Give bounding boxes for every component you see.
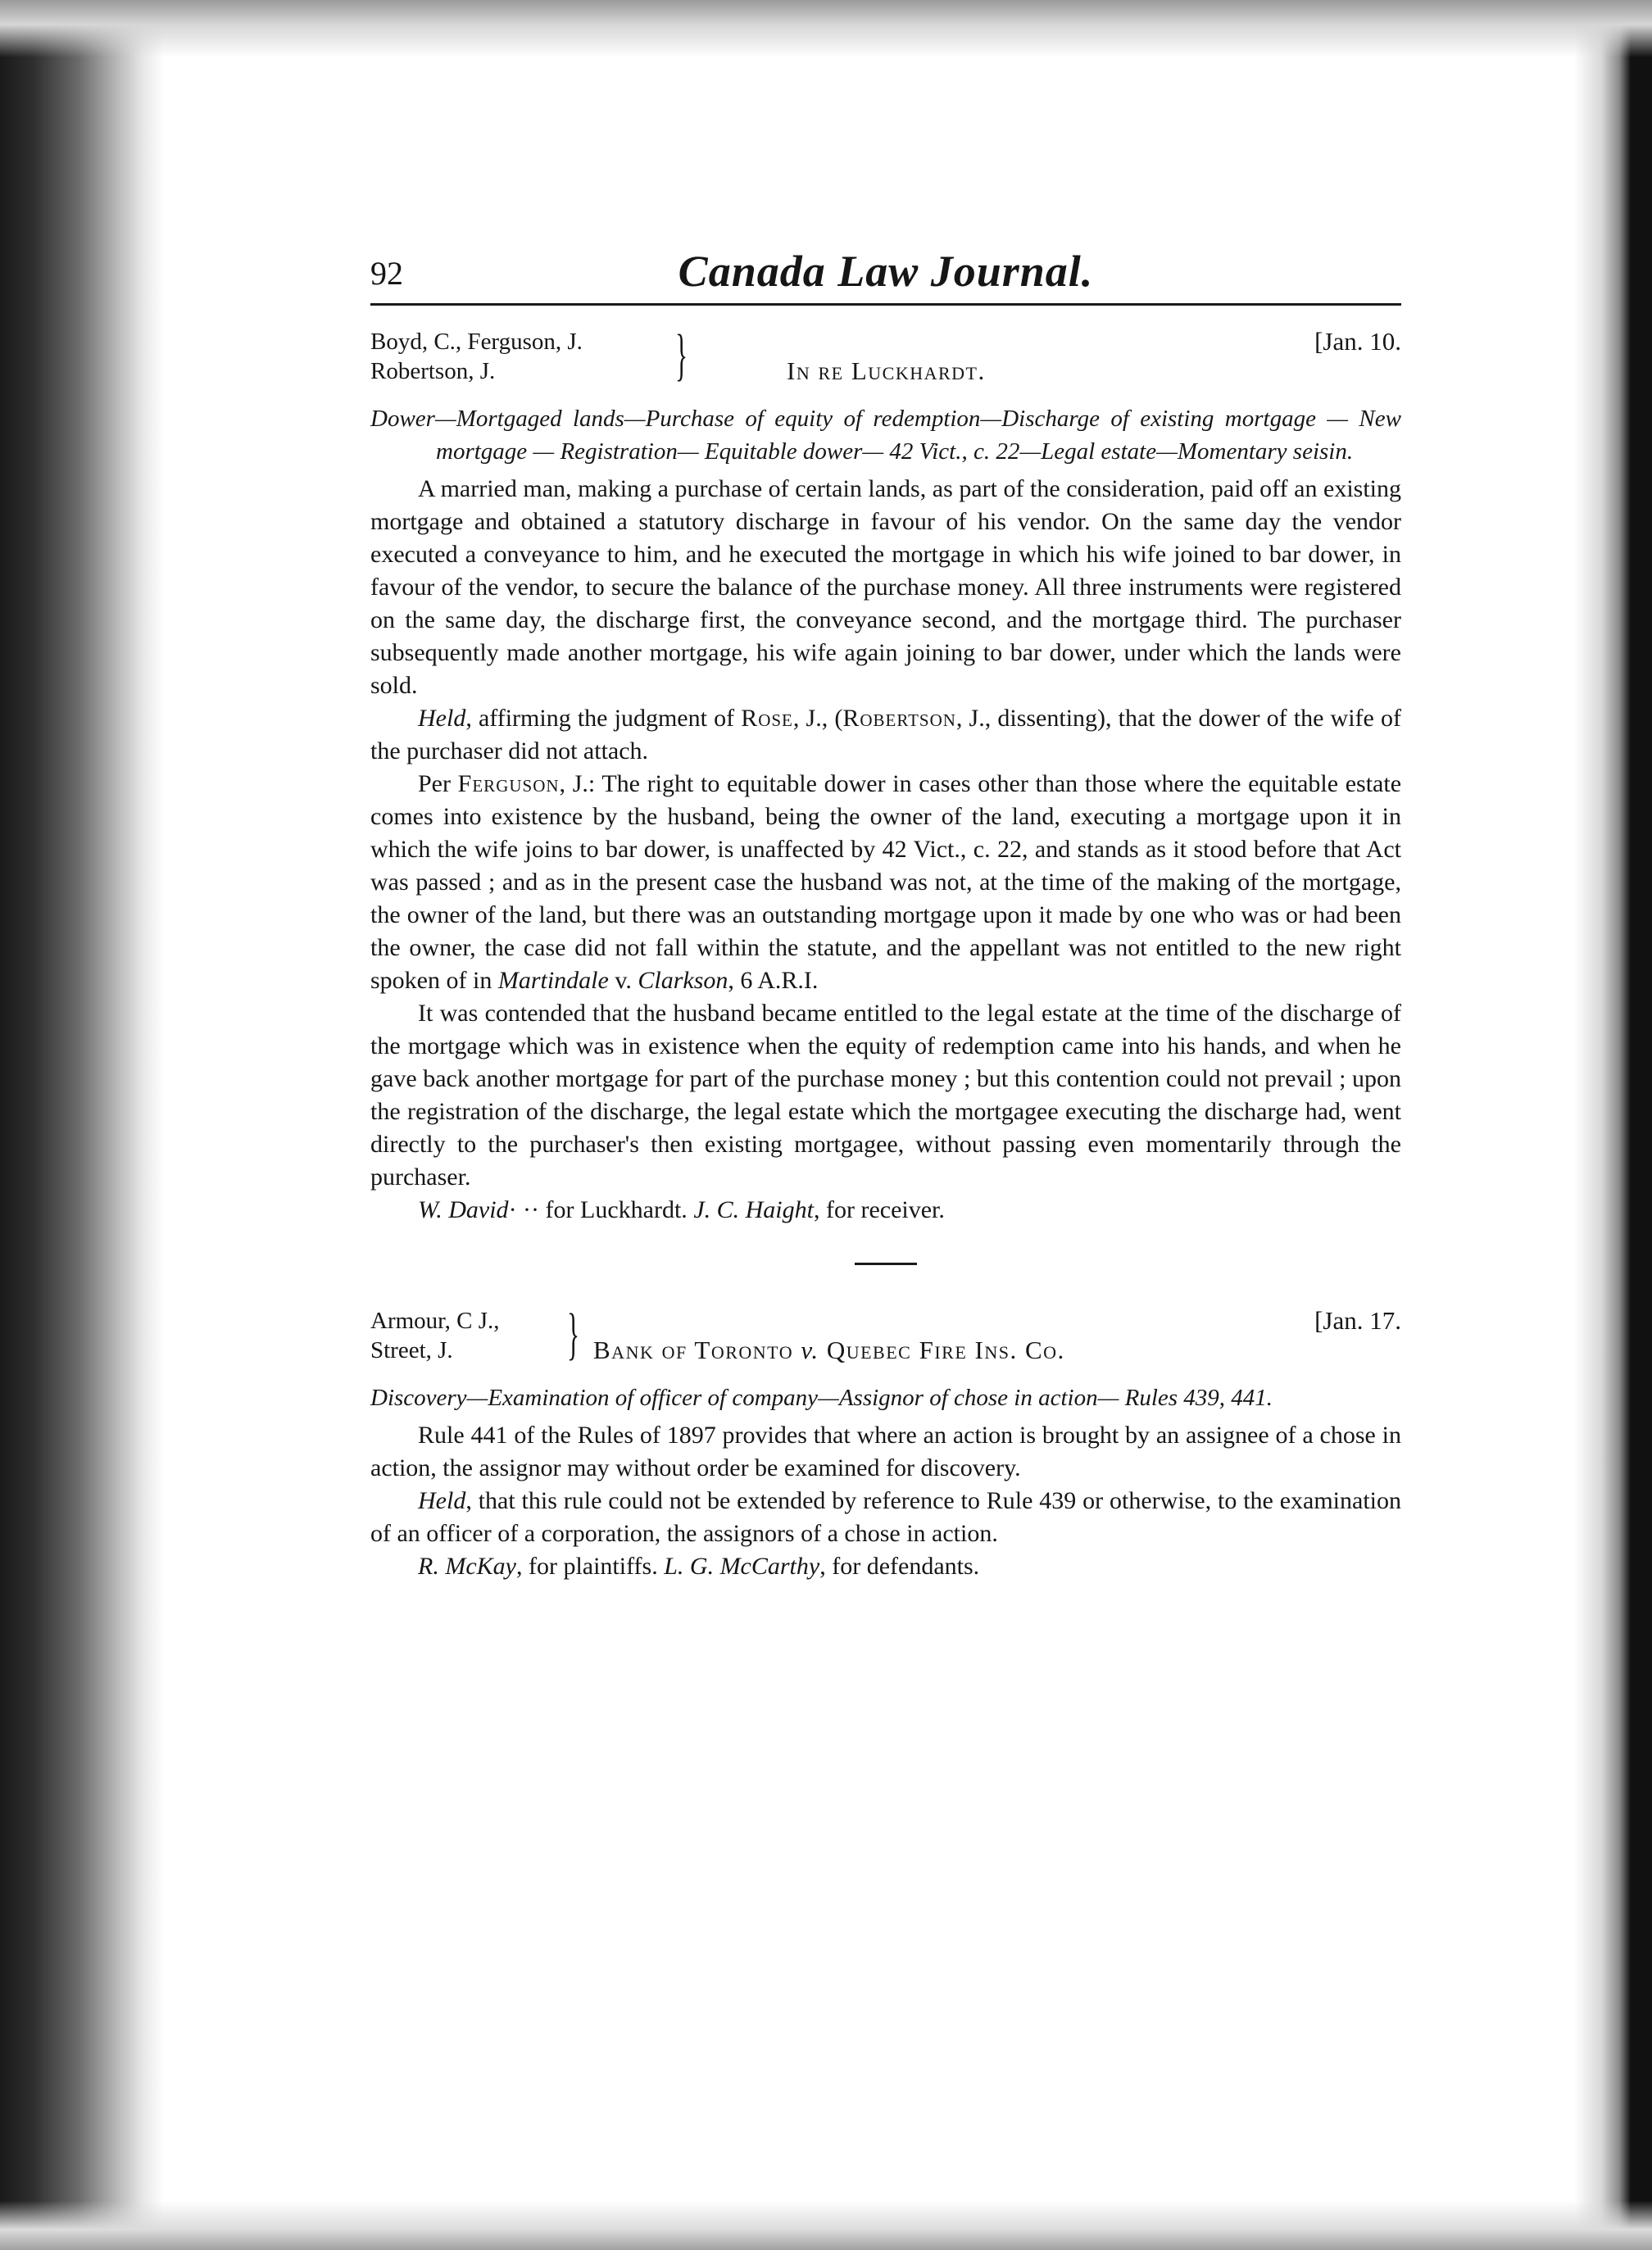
- scan-edge-bottom: [0, 2201, 1652, 2250]
- counsel-name: R. McKay: [418, 1553, 516, 1580]
- journal-title: Canada Law Journal.: [678, 247, 1094, 296]
- case-title: In re Luckhardt.: [787, 356, 986, 385]
- counsel-name: J. C. Haight: [693, 1196, 814, 1223]
- case-holding: [370, 702, 1401, 768]
- case-judges: [370, 327, 583, 386]
- text-run: for Luckhardt.: [539, 1196, 694, 1223]
- party-name: Quebec Fire Ins. Co.: [826, 1336, 1065, 1364]
- scan-edge-right: [1574, 0, 1652, 2250]
- counsel-line: [370, 1550, 1401, 1583]
- judges-line: Boyd, C., Ferguson, J.: [370, 329, 583, 355]
- case-date: [Jan. 10.: [1314, 327, 1401, 356]
- text-run: v.: [608, 967, 638, 994]
- text-run: , that this rule could not be extended by reference to Rule 439 or otherwise, to the examination of an officer of a corporation, the assignors of a chose in action.: [370, 1487, 1401, 1547]
- page-number: 92: [370, 255, 403, 292]
- judge-name: Robertson: [842, 705, 956, 732]
- running-head: [370, 246, 1401, 306]
- counsel-name: W. David: [418, 1196, 509, 1223]
- text-run: , J., (: [792, 705, 843, 732]
- judges-line: Street, J.: [370, 1337, 453, 1363]
- case-headnote: Dower—Mortgaged lands—Purchase of equity of redemption—Discharge of existing mortgage — New mortgage — Registration— Equitable dower— 42 Vict., c. 22—Legal estate—Momentary seisin.: [370, 406, 1401, 465]
- case-heading-luckhardt: [370, 324, 1401, 391]
- journal-page: [370, 246, 1401, 1583]
- cited-case-party: Clarkson: [638, 967, 728, 994]
- text-run: , J., dissenting), that the dower of the wife of the purchaser did not attach.: [370, 705, 1401, 764]
- judge-name: Ferguson: [457, 770, 560, 797]
- text-run: · ··: [508, 1196, 540, 1223]
- case-title: [593, 1336, 1065, 1365]
- text-run: , for plaintiffs.: [515, 1553, 665, 1580]
- case-holding: [370, 1485, 1401, 1550]
- party-name: Bank of Toronto: [593, 1336, 794, 1364]
- scan-edge-left: [0, 0, 164, 2250]
- case-date: [Jan. 17.: [1314, 1306, 1401, 1335]
- case-opinion: [370, 768, 1401, 997]
- brace-glyph: }: [675, 324, 688, 387]
- case-paragraph: A married man, making a purchase of certain lands, as part of the consideration, paid off an existing mortgage and obtained a statutory discharge in favour of his vendor. On the same day the vendor executed a conveyance to him, and he executed the mortgage in which his wife joined to bar dower, in favour of the vendor, to secure the balance of the purchase money. All three instruments were registered on the same day, the discharge first, the conveyance second, and the mortgage third. The purchaser subsequently made another mortgage, his wife again joining to bar dower, under which the lands were sold.: [370, 475, 1401, 699]
- held-label: Held: [418, 1487, 466, 1514]
- case-heading-bank-of-toronto: [370, 1303, 1401, 1370]
- counsel-name: L. G. McCarthy: [664, 1553, 820, 1580]
- text-run: , for defendants.: [819, 1553, 980, 1580]
- held-label: Held: [418, 705, 466, 732]
- judges-line: Robertson, J.: [370, 358, 496, 384]
- text-run: , J.: The right to equitable dower in cases other than those where the equitable estate comes into existence by the husband, being the owner of the land, executing a mortgage upon it in which the wife joins to bar dower, is unaffected by 42 Vict., c. 22, and stands as it stood before that Act was passed ; and as in the present case the husband was not, at the time of the making of the mortgage, the owner of the land, but there was an outstanding mortgage upon it made by one who was or had been the owner, the case did not fall within the statute, and the appellant was not entitled to the new right spoken of in: [370, 770, 1402, 994]
- case-headnote: Discovery—Examination of officer of company—Assignor of chose in action— Rules 439, 441.: [370, 1385, 1273, 1411]
- text-run: , 6 A.R.I.: [728, 967, 819, 994]
- brace-glyph: }: [567, 1303, 580, 1366]
- case-paragraph: It was contended that the husband became entitled to the legal estate at the time of the discharge of the mortgage which was in existence when the equity of redemption came into his hands, and when he gave back another mortgage for part of the purchase money ; but this contention could not prevail ; upon the registration of the discharge, the legal estate which the mortgagee executing the discharge had, went directly to the purchaser's then existing mortgagee, without passing even momentarily through the purchaser.: [370, 1000, 1401, 1191]
- counsel-line: [370, 1194, 1401, 1227]
- judges-line: Armour, C J.,: [370, 1308, 500, 1334]
- case-judges: [370, 1306, 500, 1365]
- text-run: , for receiver.: [813, 1196, 945, 1223]
- case-paragraph: Rule 441 of the Rules of 1897 provides that where an action is brought by an assignee of a chose in action, the assignor may without order be examined for discovery.: [370, 1422, 1401, 1481]
- text-run: , affirming the judgment of: [465, 705, 742, 732]
- text-run: Per: [418, 770, 458, 797]
- scan-edge-top: [0, 0, 1652, 57]
- cited-case-party: Martindale: [497, 967, 609, 994]
- text-run: v.: [793, 1336, 827, 1364]
- case-separator-rule: [855, 1263, 917, 1265]
- judge-name: Rose: [741, 705, 793, 732]
